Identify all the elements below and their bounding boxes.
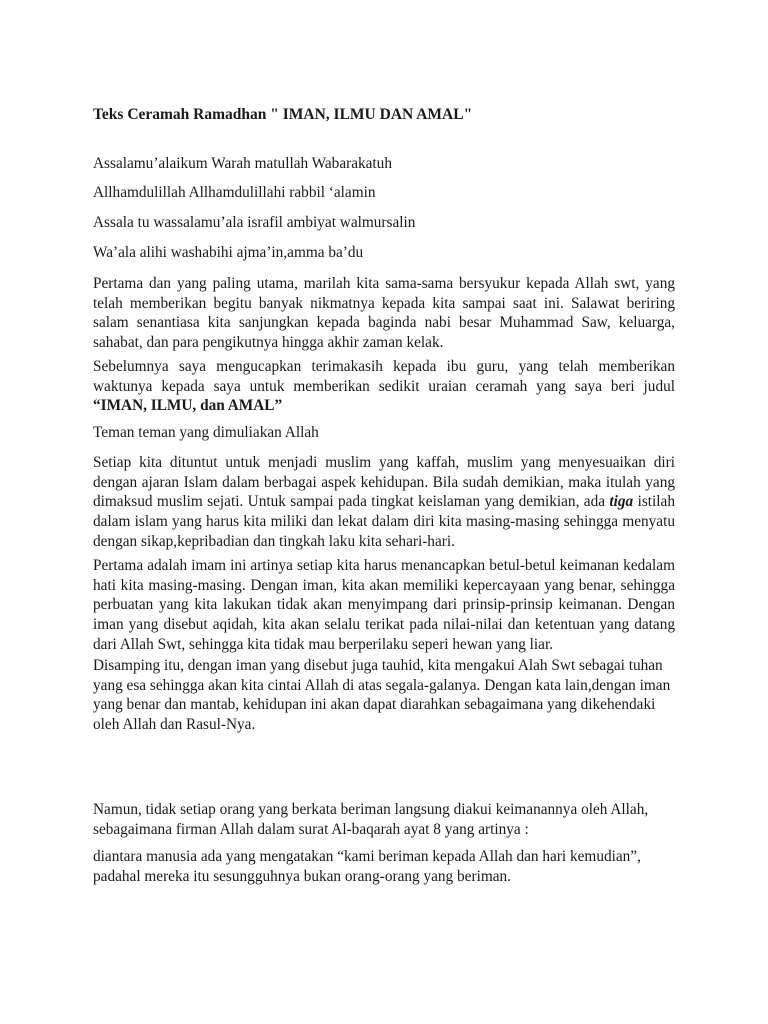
paragraph-kaffah	[93, 453, 675, 552]
paragraph-tauhid: Disamping itu, dengan iman yang disebut juga tauhid, kita mengakui Alah Swt sebagai tuhan yang esa sehingga akan kita cintai Allah di atas segala-galanya. Dengan kata lain,dengan iman yang benar dan mantab, kehidupan ini akan dapat diarahkan sebagaimana yang dikehendaki oleh Allah dan Rasul-Nya.	[93, 657, 671, 734]
paragraph-iman: Pertama adalah imam ini artinya setiap kita harus menancapkan betul-betul keimanan kedalam hati kita masing-masing. Dengan iman, kita akan memiliki kepercayaan yang benar, sehingga perbuatan yang kita lakukan tidak akan menyimpang dari prinsip-prinsip keimanan. Dengan iman yang disebut aqidah, kita akan selalu terikat pada nilai-nilai dan ketentuan yang datang dari Allah Swt, sehingga kita tidak mau berperilaku seperi hewan yang liar.	[93, 557, 675, 653]
document-title: Teks Ceramah Ramadhan " IMAN, ILMU DAN AMAL"	[93, 106, 473, 123]
paragraph-quote: diantara manusia ada yang mengatakan “kami beriman kepada Allah dan hari kemudian”, padahal mereka itu sesungguhnya bukan orang-orang yang beriman.	[93, 848, 641, 885]
emphasis-tiga: tiga	[609, 493, 634, 511]
paragraph-kaffah-text: Setiap kita dituntut untuk menjadi muslim yang kaffah, muslim yang menyesuaikan diri dengan ajaran Islam dalam berbagai aspek kehidupan. Bila sudah demikian, maka itulah yang dimaksud muslim sejati. Untuk sampai pada tingkat keislaman yang demikian, ada	[93, 454, 675, 511]
greeting-line: Allhamdulillah Allhamdulillahi rabbil ‘alamin	[93, 184, 376, 201]
greeting-line: Wa’ala alihi washabihi ajma’in,amma ba’du	[93, 244, 364, 261]
paragraph-address: Teman teman yang dimuliakan Allah	[93, 424, 319, 441]
greeting-line: Assalamu’alaikum Warah matullah Wabarakatuh	[93, 155, 392, 172]
paragraph-albaqarah: Namun, tidak setiap orang yang berkata beriman langsung diakui keimanannya oleh Allah, sebagaimana firman Allah dalam surat Al-baqarah ayat 8 yang artinya :	[93, 801, 649, 838]
document-page	[93, 0, 675, 1024]
paragraph-kaffah-text-end: istilah dalam islam yang harus kita miliki dan lekat dalam diri kita masing-masing sehingga menyatu dengan sikap,kepribadian dan tingkah laku kita sehari-hari.	[93, 493, 675, 550]
paragraph-gratitude: Pertama dan yang paling utama, marilah kita sama-sama bersyukur kepada Allah swt, yang telah memberikan begitu banyak nikmatnya kepada kita sampai saat ini. Salawat beriring salam senantiasa kita sanjungkan kepada baginda nabi besar Muhammad Saw, keluarga, sahabat, dan para pengikutnya hingga akhir zaman kelak.	[93, 275, 675, 352]
paragraph-thanks	[93, 357, 675, 416]
greeting-line: Assala tu wassalamu’ala israfil ambiyat walmursalin	[93, 214, 416, 231]
sermon-title-bold: “IMAN, ILMU, dan AMAL”	[93, 397, 283, 415]
paragraph-thanks-text: Sebelumnya saya mengucapkan terimakasih kepada ibu guru, yang telah memberikan waktunya kepada saya untuk memberikan sedikit uraian ceramah yang saya beri judul	[93, 358, 675, 395]
